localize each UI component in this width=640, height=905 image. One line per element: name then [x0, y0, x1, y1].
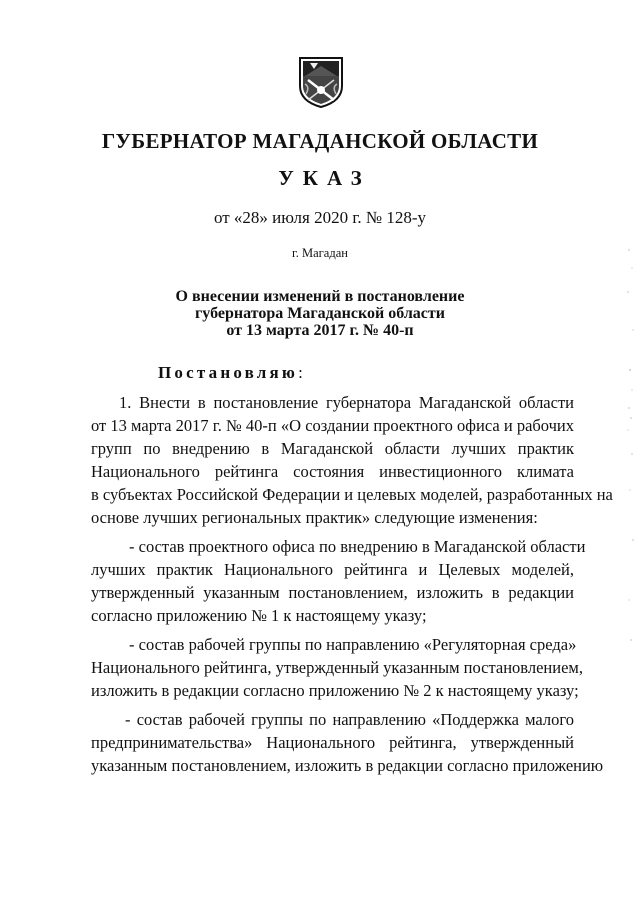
- subject-line: от 13 марта 2017 г. № 40-п: [226, 322, 414, 339]
- resolution-word-text: Постановляю: [158, 363, 299, 382]
- paragraph-line: предпринимательства» Национального рейтинга, утвержденный: [91, 733, 574, 752]
- document-type-title: УКАЗ: [278, 166, 371, 190]
- governor-title: ГУБЕРНАТОР МАГАДАНСКОЙ ОБЛАСТИ: [101, 129, 539, 153]
- paragraph-line: - состав проектного офиса по внедрению в Магаданской области: [129, 537, 586, 556]
- paragraph-line: утвержденный указанным постановлением, изложить в редакции: [91, 583, 574, 602]
- paragraph-line: в субъектах Российской Федерации и целевых моделей, разработанных на: [91, 485, 613, 504]
- paragraph-line: групп по внедрению в Магаданской области лучших практик: [91, 439, 574, 458]
- paragraph-line: Национального рейтинга, утвержденный указанным постановлением,: [91, 658, 583, 677]
- resolution-word: [158, 363, 303, 383]
- coat-of-arms-emblem: [296, 56, 346, 108]
- paragraph-line: указанным постановлением, изложить в редакции согласно приложению: [91, 756, 604, 775]
- paragraph-line: 1. Внести в постановление губернатора Магаданской области: [119, 393, 574, 412]
- decree-subject: [0, 288, 640, 339]
- decree-city: г. Магадан: [292, 246, 348, 260]
- decree-paragraph: [91, 633, 583, 702]
- decree-body: [91, 391, 613, 783]
- paragraph-line: Национального рейтинга состояния инвестиционного климата: [91, 462, 574, 481]
- paragraph-line: изложить в редакции согласно приложению № 2 к настоящему указу;: [91, 681, 579, 700]
- decree-paragraph: [91, 708, 604, 777]
- resolution-colon: :: [298, 363, 303, 382]
- scan-edge-noise: [626, 240, 636, 660]
- paragraph-line: - состав рабочей группы по направлению «Регуляторная среда»: [129, 635, 577, 654]
- decree-paragraph: [91, 535, 586, 627]
- paragraph-line: согласно приложению № 1 к настоящему указу;: [91, 606, 427, 625]
- paragraph-line: лучших практик Национального рейтинга и Целевых моделей,: [91, 560, 574, 579]
- paragraph-line: - состав рабочей группы по направлению «Поддержка малого: [125, 710, 574, 729]
- subject-line: губернатора Магаданской области: [195, 305, 445, 322]
- decree-paragraph: [91, 391, 613, 529]
- decree-date-number: от «28» июля 2020 г. № 128-у: [213, 208, 427, 227]
- paragraph-line: основе лучших региональных практик» следующие изменения:: [91, 508, 538, 527]
- subject-line: О внесении изменений в постановление: [175, 288, 465, 305]
- paragraph-line: от 13 марта 2017 г. № 40-п «О создании проектного офиса и рабочих: [91, 416, 574, 435]
